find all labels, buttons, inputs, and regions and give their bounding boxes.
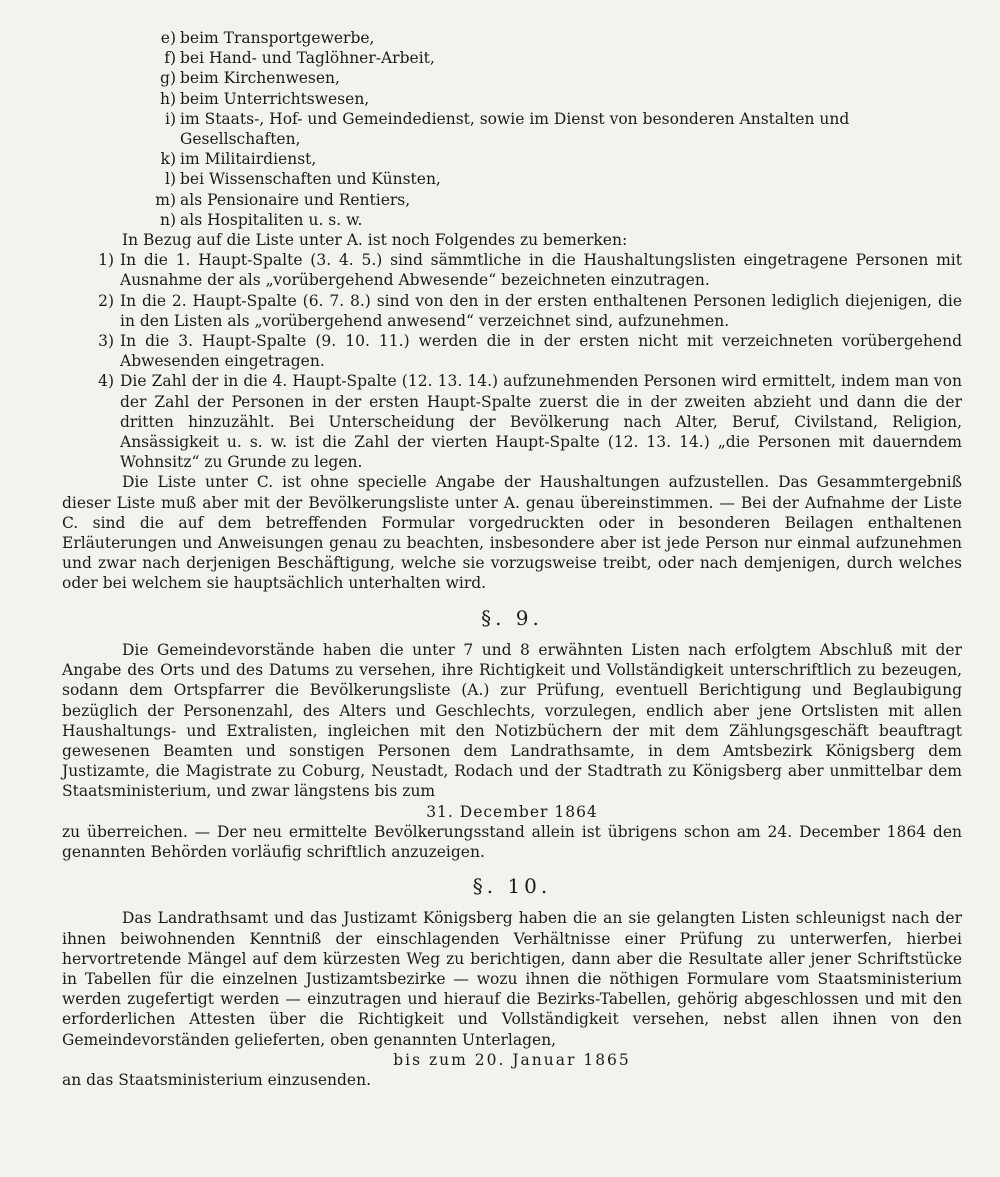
list-item [150,190,962,210]
intro-line: In Bezug auf die Liste unter A. ist noch Folgendes zu bemerken: [122,231,628,250]
note-text: In die 3. Haupt-Spalte (9. 10. 11.) werden die in der ersten nicht mit verzeichneten vorübergehend Abwesenden eingetragen. [120,332,962,371]
list-item-text: beim Kirchenwesen, [180,69,340,88]
list-item-key: e) [160,29,176,47]
section-10-deadline: bis zum 20. Januar 1865 [393,1050,631,1069]
list-item-text: im Staats-, Hof- und Gemeindedienst, sowie im Dienst von besonderen Anstalten und [180,109,850,128]
list-item-text: als Pensionaire und Rentiers, [180,190,411,209]
list-item [150,149,962,169]
notes-list [62,250,962,472]
list-item-continuation: Gesellschaften, [180,130,301,149]
note-text: In die 1. Haupt-Spalte (3. 4. 5.) sind sämmtliche in die Haushaltungslisten eingetragene Personen mit Ausnahme der als „vorübergehend Abwesende“ bezeichneten einzutragen. [120,251,962,290]
section-heading-10: §. 10. [472,874,552,899]
occupation-list [62,28,962,230]
list-item-key: l) [164,170,176,189]
note-number: 4) [98,372,114,391]
list-item-key: i) [164,109,176,128]
section-10-closing: an das Staatsministerium einzusenden. [62,1070,372,1089]
list-item-key: k) [160,150,176,169]
list-item [150,48,962,68]
list-item-text: im Militairdienst, [180,150,317,169]
section-10-text: Das Landrathsamt und das Justizamt Königsberg haben die an sie gelangten Listen schleunigst nach der ihnen beiwohnenden Kenntniß der einschlagenden Verhältnisse einer Prüfung zu unterwerfen, hierbei hervortretende Mängel auf dem kürzesten Weg zu berichtigen, dann aber die Resultate aller jener Schriftstücke in Tabellen für die einzelnen Justizamtsbezirke — wozu ihnen die nöthigen Formulare vom Staatsministerium werden zugefertigt werden — einzutragen und hierauf die Bezirks-Tabellen, gehörig abgeschlossen und mit den erforderlichen Attesten über die Richtigkeit und Vollständigkeit versehen, nebst allen ihnen von den Gemeindevorständen gelieferten, oben genannten Unterlagen, [62,909,962,1049]
list-item-text: beim Transportgewerbe, [180,29,375,47]
note-text: In die 2. Haupt-Spalte (6. 7. 8.) sind von den in der ersten enthaltenen Personen lediglich diejenigen, die in den Listen als „vorübergehend anwesend“ verzeichnet sind, aufzunehmen. [120,291,962,330]
list-item-key: m) [155,190,176,209]
list-item-key: g) [160,69,176,88]
list-item-key: n) [159,210,176,229]
note-item [62,371,962,472]
section-9-deadline: 31. December 1864 [426,802,598,821]
section-heading-9: §. 9. [481,605,543,630]
note-item [62,331,962,371]
note-number: 1) [98,251,114,270]
list-item [150,210,962,230]
note-number: 3) [98,332,114,351]
section-9-text: Die Gemeindevorstände haben die unter 7 und 8 erwähnten Listen nach erfolgtem Abschluß mit der Angabe des Orts und des Datums zu versehen, ihre Richtigkeit und Vollständigkeit unterschriftlich zu bezeugen, sodann dem Ortspfarrer die Bevölkerungsliste (A.) zur Prüfung, eventuell Berichtigung und Beglaubigung bezüglich der Personenzahl, des Alters und Geschlechts, vorzulegen, endlich aber jene Ortslisten mit allen Haushaltungs- und Extralisten, ingleichen mit den Notizbüchern der mit dem Zählungsgeschäft beauftragt gewesenen Beamten und sonstigen Personen dem Landrathsamte, in dem Amtsbezirk Königsberg dem Justizamte, die Magistrate zu Coburg, Neustadt, Rodach und der Stadtrath zu Königsberg aber unmittelbar dem Staatsministerium, und zwar längstens bis zum [62,640,962,801]
note-item [62,291,962,331]
list-item [150,109,962,129]
note-item [62,250,962,290]
list-item-text: bei Hand- und Taglöhner-Arbeit, [180,49,435,68]
list-item [150,28,962,48]
paragraph-list-c: Die Liste unter C. ist ohne specielle Angabe der Haushaltungen aufzustellen. Das Gesammtergebniß dieser Liste muß aber mit der Bevölkerungsliste unter A. genau übereinstimmen. — Bei der Aufnahme der Liste C. sind die auf dem betreffenden Formular vorgedruckten oder in besonderen Beilagen enthaltenen Erläuterungen und Anweisungen genau zu beachten, insbesondere aber ist jede Person nur einmal aufzunehmen und zwar nach derjenigen Beschäftigung, welche sie vorzugsweise treibt, oder nach demjenigen, durch welches oder bei welchem sie hauptsächlich unterhalten wird. [62,473,962,593]
list-item-key: h) [159,89,176,108]
note-number: 2) [98,291,114,310]
page-content [62,28,962,1090]
section-9-closing: zu überreichen. — Der neu ermittelte Bevölkerungsstand allein ist übrigens schon am 24. December 1864 den genannten Behörden vorläufig schriftlich anzuzeigen. [62,822,962,861]
note-text: Die Zahl der in die 4. Haupt-Spalte (12. 13. 14.) aufzunehmenden Personen wird ermittelt, indem man von der Zahl der Personen in der ersten Haupt-Spalte zuerst die in der zweiten abzieht und dann die der dritten hinzuzählt. Bei Unterscheidung der Bevölkerung nach Alter, Beruf, Civilstand, Religion, Ansässigkeit u. s. w. ist die Zahl der vierten Haupt-Spalte (12. 13. 14.) „die Personen mit dauerndem Wohnsitz“ zu Grunde zu legen. [120,372,962,472]
list-item-text: beim Unterrichtswesen, [180,89,370,108]
list-item [150,68,962,88]
list-item-text: als Hospitaliten u. s. w. [180,210,363,229]
list-item-key: f) [164,49,176,68]
list-item [150,169,962,189]
list-item [150,89,962,109]
list-item-text: bei Wissenschaften und Künsten, [180,170,441,189]
